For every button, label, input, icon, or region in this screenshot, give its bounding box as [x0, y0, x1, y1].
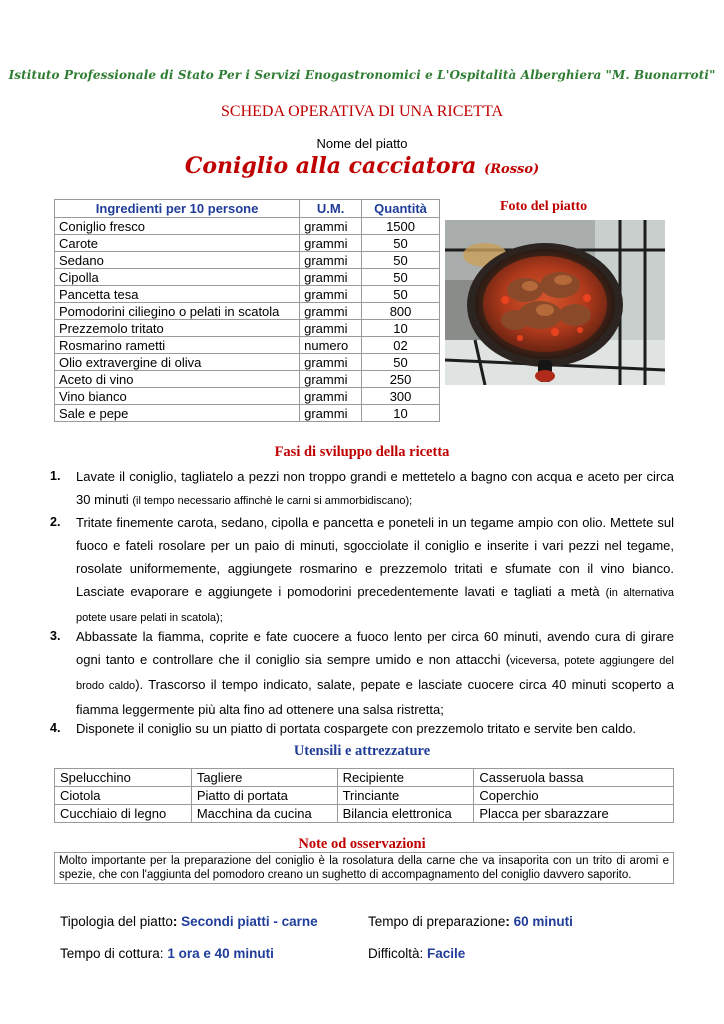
ingredient-qty: 50: [362, 235, 440, 252]
notes-title: Note od osservazioni: [298, 836, 426, 852]
ingredient-unit: grammi: [300, 405, 362, 422]
tool-item: Ciotola: [55, 787, 192, 805]
step-text: Abbassate la fiamma, coprite e fate cuocere a fuoco lento per circa 60 minuti, avendo cura di girare ogni tanto e controllare che il coniglio sia sempre umido e non attacchi (: [76, 629, 674, 667]
ingredient-unit: grammi: [300, 252, 362, 269]
notes-box: [54, 852, 674, 884]
step-note: viceversa, potete aggiungere del brodo caldo: [76, 655, 674, 692]
ingredient-qty: 1500: [362, 218, 440, 235]
step-note: (in alternativa potete usare pelati in scatola);: [76, 587, 674, 624]
ingredient-name: Pomodorini ciliegino o pelati in scatola: [55, 303, 300, 320]
step-note: (il tempo necessario affinchè le carni si ammorbidiscano);: [132, 495, 413, 507]
dish-type-value: Secondi piatti - carne: [181, 914, 318, 929]
ingredient-name: Prezzemolo tritato: [55, 320, 300, 337]
ingredient-row: [55, 303, 440, 320]
photo-title: Foto del piatto: [500, 199, 588, 214]
notes-text: Molto importante per la preparazione del coniglio è la rosolatura della carne che va insaporita con un trito di aromi e spezie, che con l'aggiunta del pomodoro creano un sughetto di accompagnamento del coniglio davvero saporito.: [59, 855, 669, 881]
cook-time-label: Tempo di cottura:: [60, 946, 168, 961]
difficulty-label: Difficoltà:: [368, 946, 428, 961]
ingredient-name: Rosmarino rametti: [55, 337, 300, 354]
step-4: [50, 717, 674, 742]
ingredient-unit: grammi: [300, 320, 362, 337]
ingredient-qty: 50: [362, 286, 440, 303]
ingredient-qty: 10: [362, 405, 440, 422]
step-2: [50, 511, 674, 630]
ingredient-row: [55, 388, 440, 405]
ingredient-name: Olio extravergine di oliva: [55, 354, 300, 371]
ingredients-header-row: [55, 200, 440, 218]
ingredient-qty: 800: [362, 303, 440, 320]
prep-time-value: 60 minuti: [513, 914, 573, 929]
ingredient-name: Carote: [55, 235, 300, 252]
tools-row: [55, 769, 674, 787]
ingredients-header-name: Ingredienti per 10 persone: [55, 200, 300, 218]
prep-time: Tempo di preparazione: 60 minuti: [368, 914, 573, 929]
ingredient-name: Cipolla: [55, 269, 300, 286]
difficulty: [368, 946, 465, 961]
ingredient-unit: grammi: [300, 303, 362, 320]
ingredient-row: [55, 269, 440, 286]
ingredients-header-unit: U.M.: [300, 200, 362, 218]
ingredient-name: Sedano: [55, 252, 300, 269]
tool-item: Cucchiaio di legno: [55, 805, 192, 823]
ingredient-unit: grammi: [300, 354, 362, 371]
ingredient-row: [55, 235, 440, 252]
cook-time: [60, 946, 274, 961]
tool-item: Piatto di portata: [191, 787, 337, 805]
ingredient-row: [55, 252, 440, 269]
step-text: Tritate finemente carota, sedano, cipolla e pancetta e poneteli in un tegame ampio con olio. Mettete sul fuoco e fateli rosolare per un paio di minuti, sgocciolate il coniglio e inserite i vari pezzi nel tegame, rosolate uniformemente, aggiungete rosmarino e prezzemolo tritati e sfumate con il vino bianco. Lasciate evaporare e aggiungete i pomodorini precedentemente lavati e tagliati a metà: [76, 515, 674, 599]
ingredient-unit: grammi: [300, 235, 362, 252]
ingredient-row: [55, 320, 440, 337]
ingredient-name: Coniglio fresco: [55, 218, 300, 235]
tool-item: Recipiente: [337, 769, 474, 787]
difficulty-value: Facile: [427, 946, 466, 961]
ingredient-name: Sale e pepe: [55, 405, 300, 422]
ingredient-name: Vino bianco: [55, 388, 300, 405]
ingredient-qty: 50: [362, 252, 440, 269]
ingredient-unit: grammi: [300, 388, 362, 405]
ingredient-unit: numero: [300, 337, 362, 354]
dish-variant: (Rosso): [484, 162, 540, 177]
cook-time-value: 1 ora e 40 minuti: [167, 946, 274, 961]
tools-table: [54, 768, 674, 823]
sheet-title: SCHEDA OPERATIVA DI UNA RICETTA: [221, 103, 503, 120]
ingredient-qty: 50: [362, 354, 440, 371]
step-text: Lavate il coniglio, tagliatelo a pezzi non troppo grandi e mettetelo a bagno con acqua e aceto per circa 30 minuti: [76, 469, 674, 507]
ingredient-name: Aceto di vino: [55, 371, 300, 388]
dish-name: Coniglio alla cacciatora: [184, 153, 477, 179]
tool-item: Bilancia elettronica: [337, 805, 474, 823]
prep-time-label: Tempo di preparazione: [368, 914, 506, 929]
tool-item: Spelucchino: [55, 769, 192, 787]
ingredients-header-qty: Quantità: [362, 200, 440, 218]
tool-item: Coperchio: [474, 787, 674, 805]
step-3: [50, 625, 674, 721]
ingredient-unit: grammi: [300, 218, 362, 235]
ingredient-row: [55, 337, 440, 354]
ingredient-row: [55, 218, 440, 235]
tools-row: [55, 805, 674, 823]
step-number: 4.: [50, 721, 61, 735]
ingredient-qty: 02: [362, 337, 440, 354]
ingredients-table: [54, 199, 440, 422]
step-number: 2.: [50, 515, 61, 529]
tool-item: Casseruola bassa: [474, 769, 674, 787]
tool-item: Tagliere: [191, 769, 337, 787]
ingredient-row: [55, 286, 440, 303]
ingredient-qty: 50: [362, 269, 440, 286]
ingredient-qty: 300: [362, 388, 440, 405]
ingredient-row: [55, 405, 440, 422]
ingredient-unit: grammi: [300, 269, 362, 286]
dish-caption: Nome del piatto: [316, 136, 408, 151]
school-name: Istituto Professionale di Stato Per i Servizi Enogastronomici e L'Ospitalità Alberghiera "M. Buonarroti": [8, 68, 716, 82]
dish-title: [0, 153, 724, 179]
ingredient-row: [55, 371, 440, 388]
tool-item: Trinciante: [337, 787, 474, 805]
ingredient-qty: 250: [362, 371, 440, 388]
steps-title: Fasi di sviluppo della ricetta: [274, 444, 450, 460]
tool-item: Macchina da cucina: [191, 805, 337, 823]
dish-type: Tipologia del piatto: Secondi piatti - carne: [60, 914, 318, 929]
step-text: Disponete il coniglio su un piatto di portata cospargete con prezzemolo tritato e servite ben caldo.: [76, 721, 637, 736]
step-number: 1.: [50, 469, 61, 483]
step-number: 3.: [50, 629, 61, 643]
dish-photo: [445, 220, 665, 385]
tools-row: [55, 787, 674, 805]
ingredient-unit: grammi: [300, 371, 362, 388]
ingredient-unit: grammi: [300, 286, 362, 303]
tool-item: Placca per sbarazzare: [474, 805, 674, 823]
ingredient-name: Pancetta tesa: [55, 286, 300, 303]
tools-title: Utensili e attrezzature: [293, 743, 431, 759]
dish-type-label: Tipologia del piatto: [60, 914, 173, 929]
step-after: ). Trascorso il tempo indicato, salate, pepate e lasciate cuocere circa 40 minuti scoperto a fiamma leggermente più alta fino ad ottenere una salsa ristretta;: [76, 677, 674, 717]
ingredient-qty: 10: [362, 320, 440, 337]
ingredient-row: [55, 354, 440, 371]
step-1: [50, 465, 674, 513]
